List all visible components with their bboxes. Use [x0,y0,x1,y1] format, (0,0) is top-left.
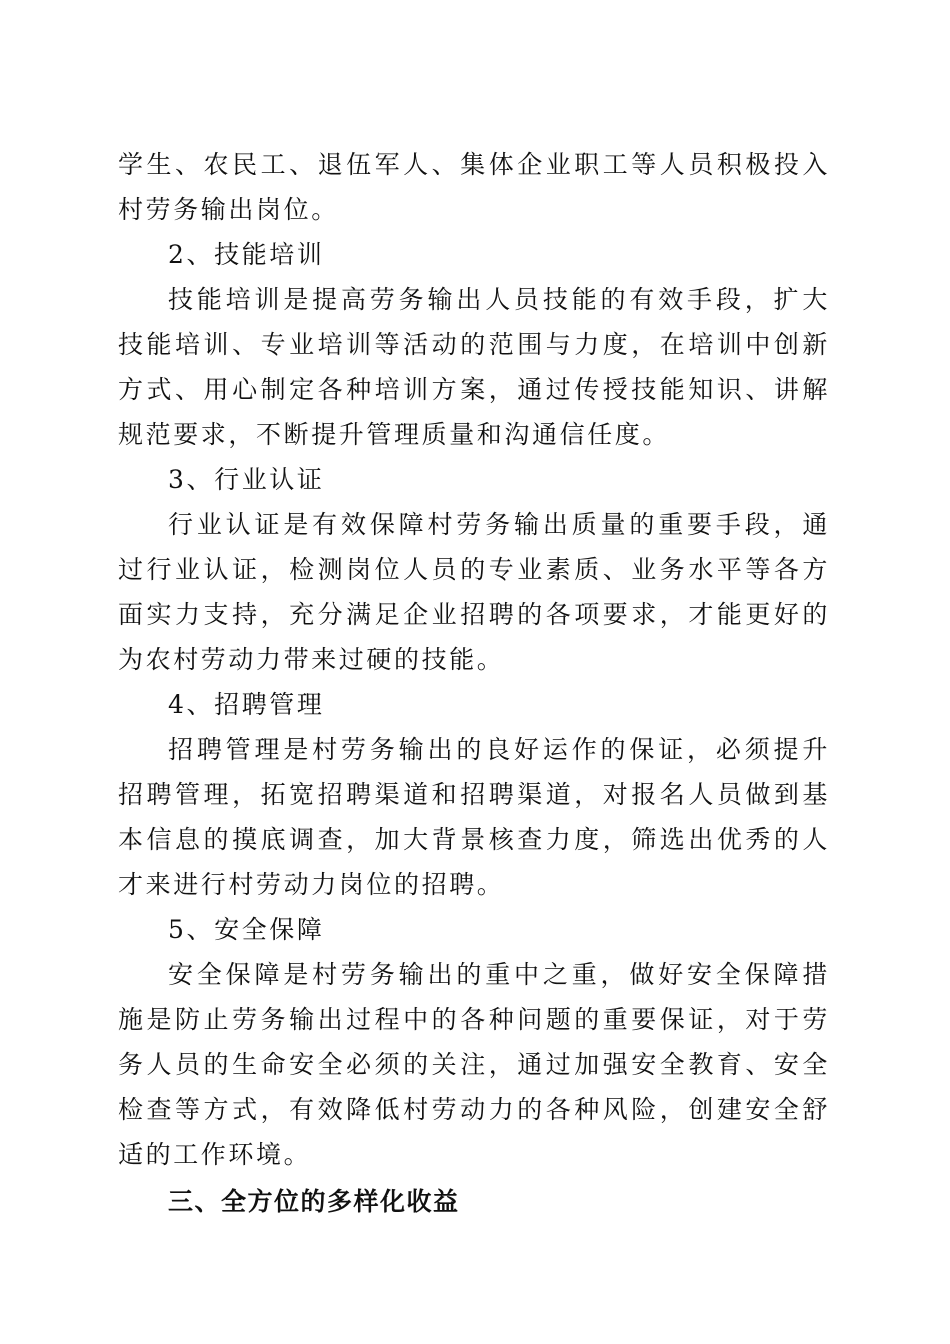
subheading-skill-training: 2、技能培训 [168,240,325,269]
subheading-industry-certification: 3、行业认证 [168,465,325,494]
paragraph-safety-assurance: 安全保障是村劳务输出的重中之重，做好安全保障措施是防止劳务输出过程中的各种问题的重要保证，对于劳务人员的生命安全必须的关注，通过加强安全教育、安全检查等方式，有效降低村劳动力的各种风险，创建安全舒适的工作环境。 [118,960,830,1169]
paragraph-recruitment-management: 招聘管理是村劳务输出的良好运作的保证，必须提升招聘管理，拓宽招聘渠道和招聘渠道，对报名人员做到基本信息的摸底调查，加大背景核查力度，筛选出优秀的人才来进行村劳动力岗位的招聘。 [118,735,830,899]
subheading-safety-assurance: 5、安全保障 [168,915,325,944]
paragraph-industry-certification: 行业认证是有效保障村劳务输出质量的重要手段，通过行业认证，检测岗位人员的专业素质、业务水平等各方面实力支持，充分满足企业招聘的各项要求，才能更好的为农村劳动力带来过硬的技能。 [118,510,830,674]
paragraph-skill-training: 技能培训是提高劳务输出人员技能的有效手段，扩大技能培训、专业培训等活动的范围与力度，在培训中创新方式、用心制定各种培训方案，通过传授技能知识、讲解规范要求，不断提升管理质量和沟通信任度。 [118,285,830,449]
document-body [118,142,830,1224]
paragraph-continuation: 学生、农民工、退伍军人、集体企业职工等人员积极投入村劳务输出岗位。 [118,150,830,224]
section-heading: 三、全方位的多样化收益 [168,1187,460,1216]
subheading-recruitment-management: 4、招聘管理 [168,690,325,719]
